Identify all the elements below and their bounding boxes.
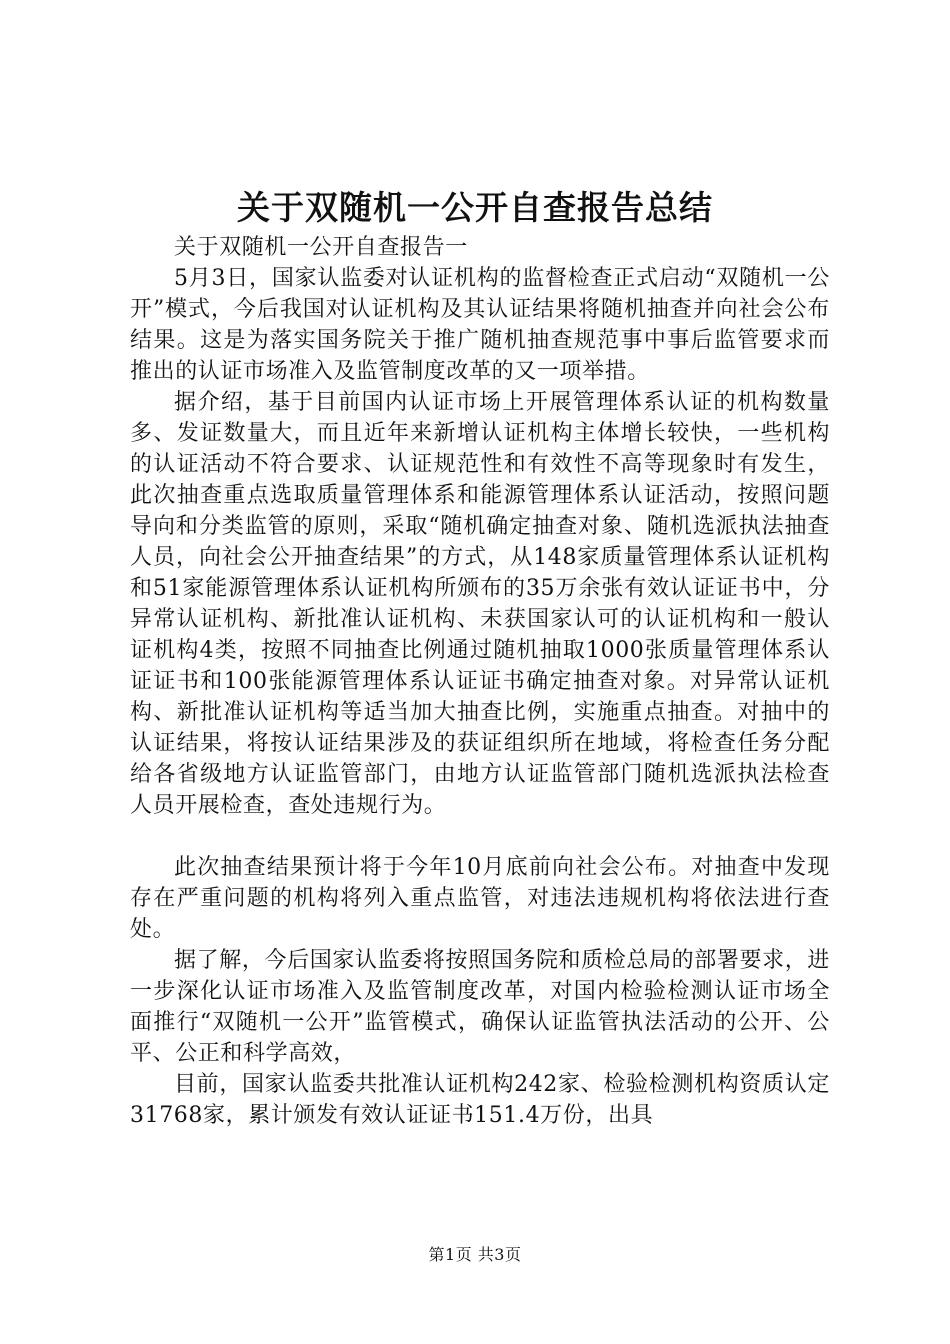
document-body xyxy=(130,232,830,1131)
paragraph-5: 目前，国家认监委共批准认证机构242家、检验检测机构资质认定31768家，累计颁发有效认证证书151.4万份，出具 xyxy=(130,1072,830,1128)
paragraph-3: 此次抽查结果预计将于今年10月底前向社会公布。对抽查中发现存在严重问题的机构将列入重点监管，对违法违规机构将依法进行查处。 xyxy=(130,855,830,942)
subtitle-paragraph: 关于双随机一公开自查报告一 xyxy=(174,235,468,260)
paragraph-2: 据介绍，基于目前国内认证市场上开展管理体系认证的机构数量多、发证数量大，而且近年来新增认证机构主体增长较快，一些机构的认证活动不符合要求、认证规范性和有效性不高等现象时有发生，此次抽查重点选取质量管理体系和能源管理体系认证活动，按照问题导向和分类监管的原则，采取“随机确定抽查对象、随机选派执法抽查人员，向社会公开抽查结果”的方式，从148家质量管理体系认证机构和51家能源管理体系认证机构所颁布的35万余张有效认证证书中，分异常认证机构、新批准认证机构、未获国家认可的认证机构和一般认证机构4类，按照不同抽查比例通过随机抽取1000张质量管理体系认证证书和100张能源管理体系认证证书确定抽查对象。对异常认证机构、新批准认证机构等适当加大抽查比例，实施重点抽查。对抽中的认证结果，将按认证结果涉及的获证组织所在地域，将检查任务分配给各省级地方认证监管部门，由地方认证监管部门随机选派执法检查人员开展检查，查处违规行为。 xyxy=(130,390,830,818)
paragraph-1: 5月3日，国家认监委对认证机构的监督检查正式启动“双随机一公开”模式，今后我国对认证机构及其认证结果将随机抽查并向社会公布结果。这是为落实国务院关于推广随机抽查规范事中事后监管要求而推出的认证市场准入及监管制度改革的又一项举措。 xyxy=(130,266,830,384)
paragraph-4: 据了解，今后国家认监委将按照国务院和质检总局的部署要求，进一步深化认证市场准入及监管制度改革，对国内检验检测认证市场全面推行“双随机一公开”监管模式，确保认证监管执法活动的公开、公平、公正和科学高效， xyxy=(130,948,830,1066)
page-footer: 第1页 共3页 xyxy=(428,1245,522,1264)
document-title: 关于双随机一公开自查报告总结 xyxy=(237,188,713,227)
